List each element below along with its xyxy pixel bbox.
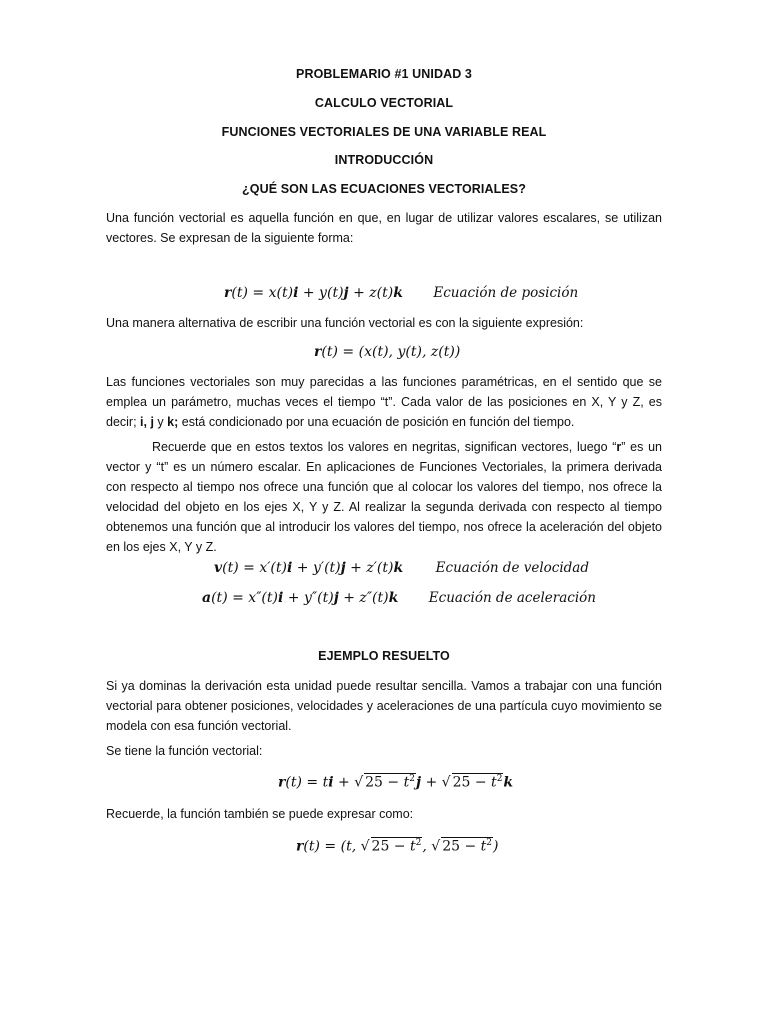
heading-introduccion: INTRODUCCIÓN bbox=[334, 153, 434, 167]
equation-aceleracion-label: Ecuación de aceleración bbox=[428, 590, 596, 606]
paragraph-parametricas-bold-k: k; bbox=[167, 415, 179, 429]
paragraph-recuerde bbox=[106, 437, 662, 557]
equation-posicion-formula: r(t) = x(t)i + y(t)j + z(t)k bbox=[224, 285, 403, 301]
equation-ejemplo: r(t) = ti + √ $25 - t^2j$ + √ $25 - t^2k$ bbox=[278, 774, 514, 791]
paragraph-parametricas-text-b: está condicionado por una ecuación de posición en función del tiempo. bbox=[178, 415, 575, 429]
heading-problemario: PROBLEMARIO #1 UNIDAD 3 bbox=[296, 67, 472, 81]
heading-que-son: ¿QUÉ SON LAS ECUACIONES VECTORIALES? bbox=[242, 182, 526, 196]
paragraph-alternativa: Una manera alternativa de escribir una función vectorial es con la siguiente expresión: bbox=[106, 316, 584, 330]
equation-posicion-label: Ecuación de posición bbox=[433, 285, 579, 301]
equation-posicion bbox=[224, 285, 578, 301]
equation-aceleracion-formula: a(t) = x″(t)i + y″(t)j + z″(t)k bbox=[202, 590, 399, 606]
equation-velocidad-label: Ecuación de velocidad bbox=[435, 560, 590, 576]
paragraph-recuerde-text-b: ” es un vector y “t” es un número escalar. En aplicaciones de Funciones Vectoriales, la primera derivada con respecto al tiempo nos ofrece una función que al colocar los valores del tiempo, nos ofrece la velocidad del objeto en los ejes X, Y y Z. Al realizar la segunda derivada con respecto al tiempo obtenemos una función que al introducir los valores del tiempo, nos ofrece la aceleración del objeto en los ejes X, Y y Z. bbox=[106, 440, 662, 554]
paragraph-recuerde-expresar: Recuerde, la función también se puede expresar como: bbox=[106, 807, 414, 821]
heading-funciones-vectoriales: FUNCIONES VECTORIALES DE UNA VARIABLE REAL bbox=[221, 125, 547, 139]
paragraph-recuerde-text-a: Recuerde que en estos textos los valores en negritas, significan vectores, luego “ bbox=[152, 440, 617, 454]
paragraph-parametricas bbox=[106, 372, 662, 432]
equation-velocidad bbox=[214, 560, 589, 576]
paragraph-se-tiene: Se tiene la función vectorial: bbox=[106, 744, 263, 758]
equation-ejemplo-tupla: r(t) = (t, √ $25 - t^2$, √ $25 - t^2$) bbox=[296, 838, 499, 855]
equation-aceleracion bbox=[202, 590, 596, 606]
paragraph-parametricas-y: y bbox=[153, 415, 168, 429]
paragraph-parametricas-text-a: Las funciones vectoriales son muy parecidas a las funciones paramétricas, en el sentido que se emplea un parámetro, muchas veces el tiempo “t”. Cada valor de las posiciones en X, Y y Z, es decir; bbox=[106, 375, 662, 429]
paragraph-ejemplo: Si ya dominas la derivación esta unidad puede resultar sencilla. Vamos a trabajar con una función vectorial para obtener posiciones, velocidades y aceleraciones de una partícula cuyo movimiento se modela con esa función vectorial. bbox=[106, 679, 662, 733]
heading-calculo-vectorial: CALCULO VECTORIAL bbox=[314, 96, 454, 110]
paragraph-parametricas-bold-ij: i, j bbox=[140, 415, 154, 429]
paragraph-recuerde-bold-r: r bbox=[616, 440, 622, 454]
paragraph-definicion: Una función vectorial es aquella función en que, en lugar de utilizar valores escalares, se utilizan vectores. Se expresan de la siguiente forma: bbox=[106, 211, 662, 245]
equation-velocidad-formula: v(t) = x′(t)i + y′(t)j + z′(t)k bbox=[214, 560, 404, 576]
heading-ejemplo-resuelto: EJEMPLO RESUELTO bbox=[318, 649, 450, 663]
equation-tupla: r(t) = (x(t), y(t), z(t)) bbox=[314, 344, 461, 360]
